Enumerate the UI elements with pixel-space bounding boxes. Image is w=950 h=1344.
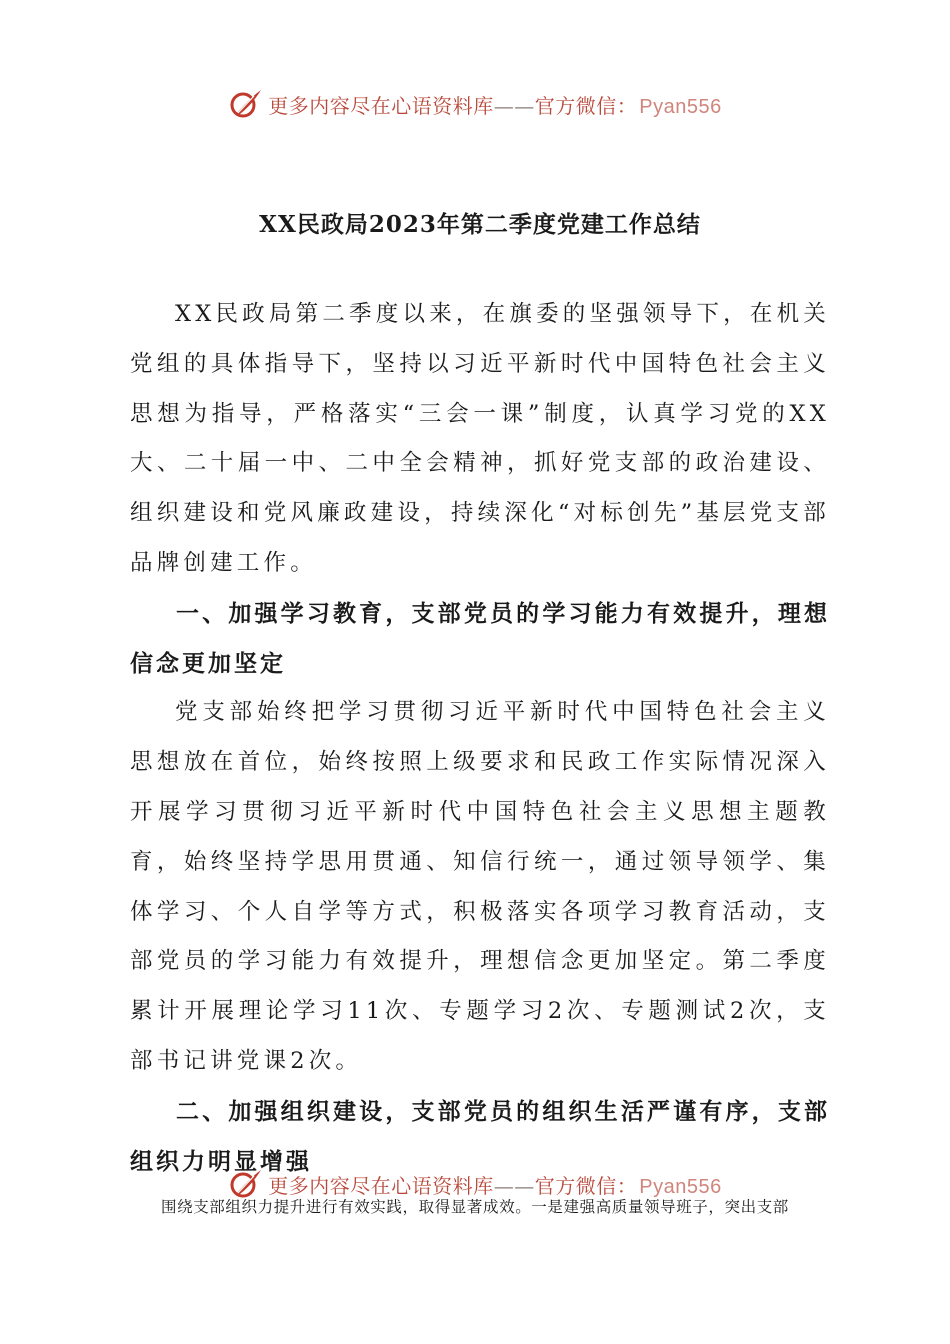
section-2-paragraph: 围绕支部组织力提升进行有效实践，取得显著成效。一是建强高质量领导班子，突出支部 <box>161 1198 789 1217</box>
document-body <box>130 200 830 1222</box>
footer-watermark-banner <box>0 1164 950 1204</box>
banner-slogan: 更多内容尽在心语资料库 <box>268 93 494 118</box>
banner-dash: —— <box>493 93 535 118</box>
quill-logo-icon <box>228 86 264 122</box>
intro-paragraph: XX民政局第二季度以来，在旗委的坚强领导下，在机关党组的具体指导下，坚持以习近平新时代中国特色社会主义思想为指导，严格落实“三会一课”制度，认真学习党的XX大、二十届一中、二中全会精神，抓好党支部的政治建设、组织建设和党风廉政建设，持续深化“对标创先”基层党支部品牌创建工作。 <box>130 301 830 576</box>
banner-wechat-label: 官方微信： <box>534 1173 638 1198</box>
section-1-paragraph: 党支部始终把学习贯彻习近平新时代中国特色社会主义思想放在首位，始终按照上级要求和民政工作实际情况深入开展学习贯彻习近平新时代中国特色社会主义思想主题教育，始终坚持学思用贯通、知信行统一，通过领导领学、集体学习、个人自学等方式，积极落实各项学习教育活动，支部党员的学习能力有效提升，理想信念更加坚定。第二季度累计开展理论学习11次、专题学习2次、专题测试2次，支部书记讲党课2次。 <box>130 699 830 1074</box>
banner-text <box>268 90 721 119</box>
banner-dash: —— <box>493 1173 535 1198</box>
quill-logo-icon <box>228 1166 264 1202</box>
banner-wechat-id: Pyan556 <box>639 95 722 118</box>
banner-slogan: 更多内容尽在心语资料库 <box>268 1173 494 1198</box>
banner-wechat-id: Pyan556 <box>639 1175 722 1198</box>
header-watermark-banner <box>0 84 950 124</box>
banner-wechat-label: 官方微信： <box>534 93 638 118</box>
section-2-heading: 二、加强组织建设，支部党员的组织生活严谨有序，支部组织力明显增强 <box>130 1097 830 1175</box>
banner-text <box>268 1170 721 1199</box>
document-title: XX民政局2023年第二季度党建工作总结 <box>259 211 701 238</box>
section-1-heading: 一、加强学习教育，支部党员的学习能力有效提升，理想信念更加坚定 <box>130 599 830 677</box>
